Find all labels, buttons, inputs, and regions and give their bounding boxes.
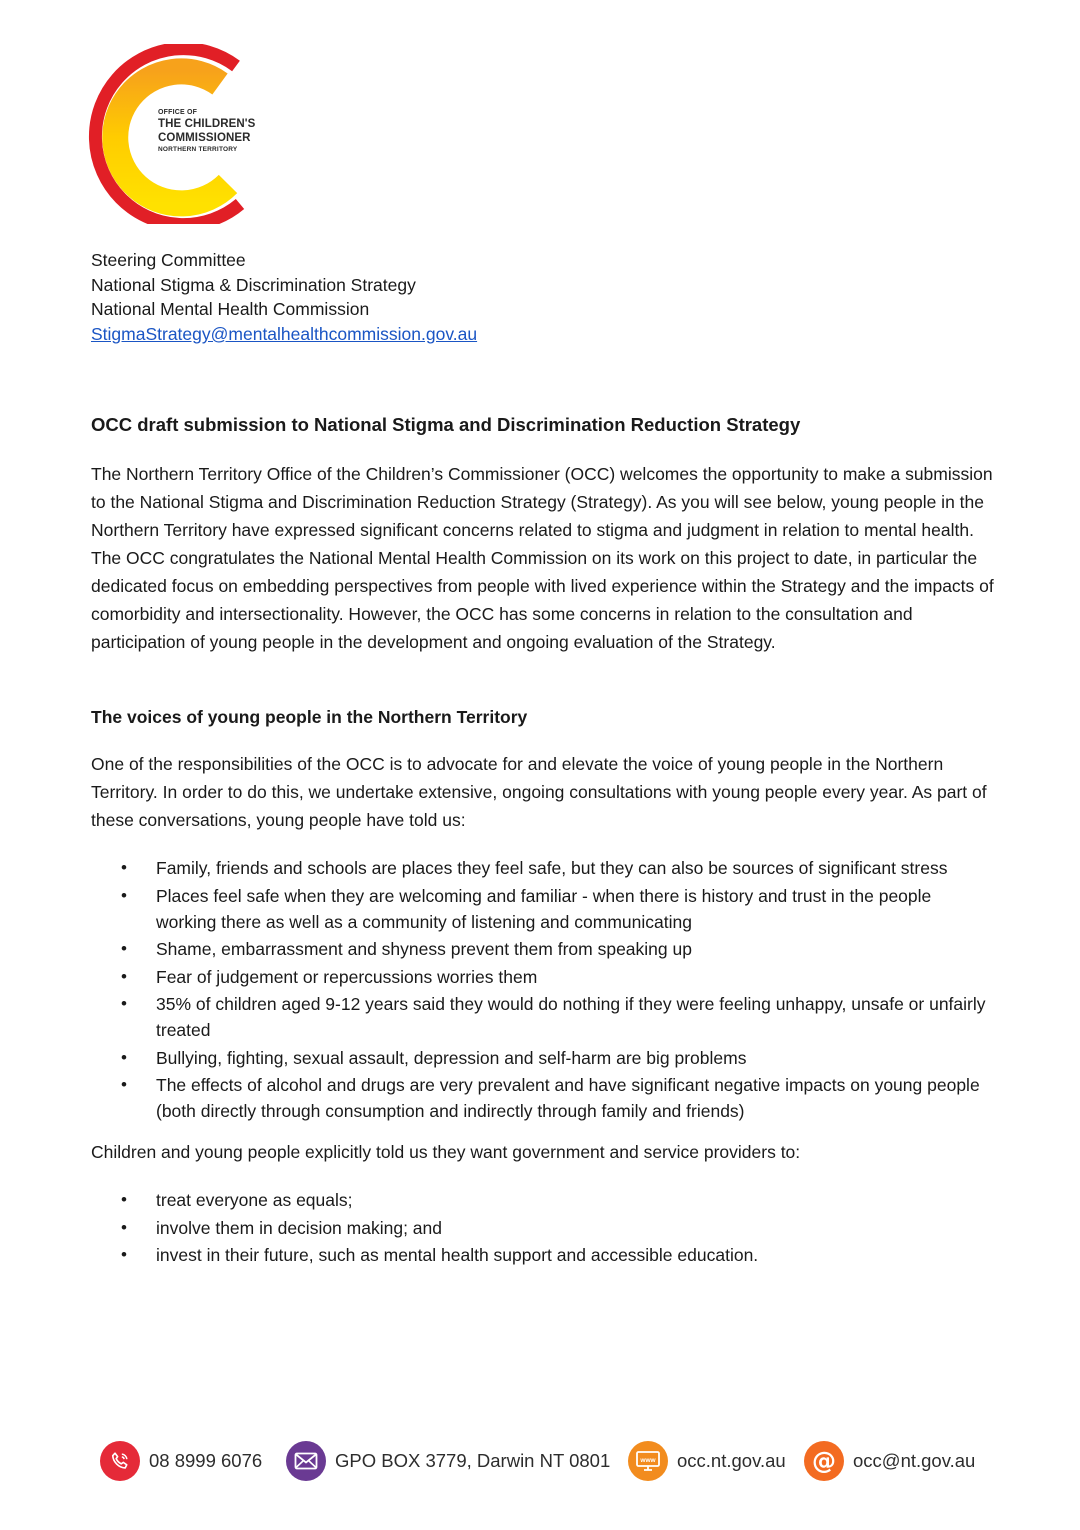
footer-postal — [286, 1440, 610, 1482]
mail-icon — [286, 1441, 326, 1481]
occ-logo — [88, 44, 278, 224]
bullet-icon: • — [121, 1075, 127, 1094]
at-sign-icon — [804, 1441, 844, 1481]
page-title: OCC draft submission to National Stigma and Discrimination Reduction Strategy — [91, 414, 801, 435]
bullet-icon: • — [121, 966, 127, 986]
address-line-commission: National Mental Health Commission — [91, 299, 370, 320]
logo-wordmark — [158, 108, 255, 154]
bullet-icon: • — [121, 1047, 127, 1067]
list-item-text: invest in their future, such as mental health support and accessible education. — [156, 1245, 759, 1265]
footer-website-text: occ.nt.gov.au — [677, 1450, 786, 1471]
intro-paragraph: The Northern Territory Office of the Children’s Commissioner (OCC) welcomes the opportunity to make a submission to the National Stigma and Discrimination Reduction Strategy (Strategy). As you will see below, young people in the Northern Territory have expressed significant concerns related to stigma and judgment in relation to mental health. The OCC congratulates the National Mental Health Commission on its work on this project to date, in particular the dedicated focus on embedding perspectives from people with lived experience within the Strategy and the impacts of comorbidity and intersectionality. However, the OCC has some concerns in relation to the consultation and participation of young people in the development and ongoing evaluation of the Strategy. — [91, 464, 994, 652]
list-item — [91, 964, 996, 990]
list-item-text: The effects of alcohol and drugs are very prevalent and have significant negative impacts on young people (both directly through consumption and indirectly through family and friends) — [156, 1075, 980, 1121]
list-item-text: involve them in decision making; and — [156, 1217, 442, 1238]
list-item-text: 35% of children aged 9-12 years said they would do nothing if they were feeling unhappy, unsafe or unfairly treated — [156, 994, 986, 1040]
logo-line-office-of: OFFICE OF — [158, 109, 198, 116]
bullet-icon: • — [121, 994, 127, 1013]
monitor-www-icon — [628, 1441, 668, 1481]
list-item — [91, 991, 996, 1043]
list-item — [91, 1045, 996, 1071]
list-item-text: treat everyone as equals; — [156, 1190, 353, 1210]
logo-line-territory: NORTHERN TERRITORY — [158, 146, 238, 153]
list-item — [91, 1242, 996, 1268]
list-item — [91, 855, 996, 881]
www-label: www — [640, 1457, 656, 1464]
list-item — [91, 1215, 996, 1241]
bullet-icon: • — [121, 1217, 127, 1237]
wants-list — [91, 1187, 996, 1270]
list-item-text: Bullying, fighting, sexual assault, depression and self-harm are big problems — [156, 1047, 747, 1068]
footer-phone-text: 08 8999 6076 — [149, 1450, 263, 1471]
footer-website[interactable] — [628, 1440, 786, 1482]
recipient-address — [91, 248, 477, 346]
list-item-text: Fear of judgement or repercussions worries them — [156, 966, 538, 987]
logo-line-commissioner: COMMISSIONER — [158, 132, 251, 144]
list-item — [91, 1187, 996, 1213]
logo-line-childrens: THE CHILDREN'S — [158, 118, 256, 130]
bullet-icon: • — [121, 885, 127, 905]
at-symbol: @ — [812, 1447, 836, 1475]
list-item-text: Shame, embarrassment and shyness prevent them from speaking up — [156, 939, 692, 959]
footer-phone[interactable] — [100, 1440, 262, 1482]
address-line-committee: Steering Committee — [91, 250, 246, 270]
list-item-text: Places feel safe when they are welcoming and familiar - when there is history and trust in the people working there as well as a community of listening and communicating — [156, 885, 932, 932]
recipient-email-link[interactable]: StigmaStrategy@mentalhealthcommission.gov.au — [91, 323, 478, 344]
told-us-list — [91, 855, 996, 1126]
bullet-icon: • — [121, 1190, 127, 1209]
bullet-icon: • — [121, 939, 127, 958]
list-item — [91, 1072, 996, 1124]
list-item — [91, 936, 996, 962]
footer-postal-text: GPO BOX 3779, Darwin NT 0801 — [335, 1450, 611, 1471]
footer-email-text: occ@nt.gov.au — [853, 1450, 976, 1471]
footer-contacts — [100, 1440, 980, 1482]
voices-paragraph: One of the responsibilities of the OCC is to advocate for and elevate the voice of young people in the Northern Territory. In order to do this, we undertake extensive, ongoing consultations with young people every year. As part of these conversations, young people have told us: — [91, 754, 987, 830]
phone-icon — [100, 1441, 140, 1481]
wants-paragraph: Children and young people explicitly told us they want government and service providers to: — [91, 1142, 801, 1162]
list-item-text: Family, friends and schools are places they feel safe, but they can also be sources of significant stress — [156, 858, 948, 878]
list-item — [91, 883, 996, 935]
bullet-icon: • — [121, 858, 127, 877]
section-heading-voices: The voices of young people in the Northern Territory — [91, 707, 528, 727]
bullet-icon: • — [121, 1245, 127, 1264]
footer-email[interactable] — [804, 1440, 975, 1482]
address-line-strategy: National Stigma & Discrimination Strategy — [91, 274, 416, 295]
